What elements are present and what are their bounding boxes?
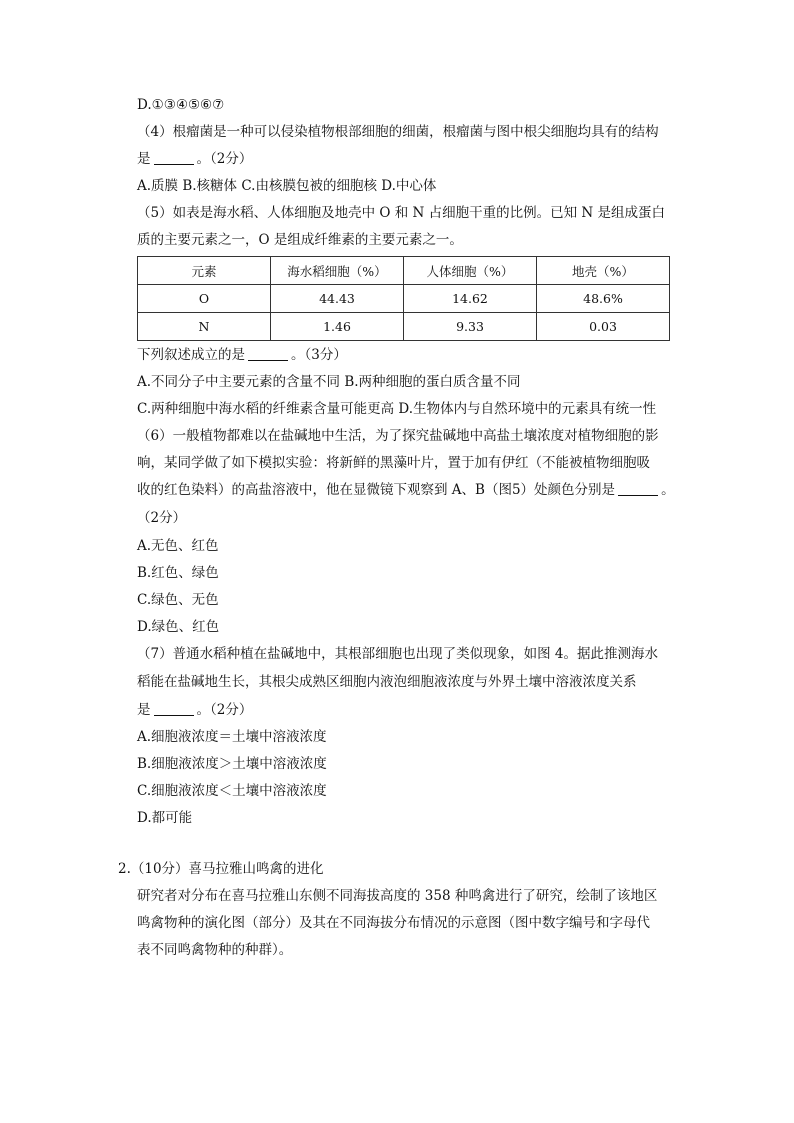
question-4-prefix: 是 bbox=[137, 151, 151, 167]
question-7-option-a: A.细胞液浓度＝土壤中溶液浓度 bbox=[137, 729, 327, 745]
table-cell: 9.33 bbox=[404, 313, 537, 341]
question-7-option-b: B.细胞液浓度＞土壤中溶液浓度 bbox=[137, 756, 327, 772]
question-5-options-ab: A.不同分子中主要元素的含量不同 B.两种细胞的蛋白质含量不同 bbox=[137, 374, 521, 390]
question-4-options: A.质膜 B.核糖体 C.由核膜包被的细胞核 D.中心体 bbox=[137, 178, 437, 194]
question-6-text: 收的红色染料）的高盐溶液中，他在显微镜下观察到 A、B（图5）处颜色分别是 bbox=[137, 482, 616, 498]
question-6-option-a: A.无色、红色 bbox=[137, 538, 219, 554]
question-5-options-cd: C.两种细胞中海水稻的纤维素含量可能更高 D.生物体内与自然环境中的元素具有统一性 bbox=[137, 401, 657, 417]
question-5-prefix: 下列叙述成立的是 bbox=[137, 347, 245, 363]
question-7-line-3 bbox=[137, 701, 252, 719]
question-4-score: 。（2分） bbox=[196, 151, 253, 167]
question-5-line-1: （5）如表是海水稻、人体细胞及地壳中 O 和 N 占细胞干重的比例。已知 N 是组成蛋白 bbox=[137, 205, 666, 221]
table-header-cell: 人体细胞（%） bbox=[404, 257, 537, 285]
question-2-heading: 2.（10分）喜马拉雅山鸣禽的进化 bbox=[118, 861, 324, 877]
table-cell: 44.43 bbox=[271, 285, 404, 313]
table-cell: 14.62 bbox=[404, 285, 537, 313]
question-6-line-3 bbox=[137, 481, 675, 499]
question-6-end: 。 bbox=[661, 482, 675, 498]
question-4-line-1: （4）根瘤菌是一种可以侵染植物根部细胞的细菌，根瘤菌与图中根尖细胞均具有的结构 bbox=[137, 124, 659, 140]
question-7-line-2: 稻能在盐碱地生长，其根尖成熟区细胞内液泡细胞液浓度与外界土壤中溶液浓度关系 bbox=[137, 674, 637, 690]
question-6-option-b: B.红色、绿色 bbox=[137, 565, 219, 581]
table-cell: 48.6% bbox=[537, 285, 670, 313]
answer-blank-7[interactable] bbox=[154, 702, 194, 716]
table-cell: 0.03 bbox=[537, 313, 670, 341]
question-5-prompt bbox=[137, 346, 347, 364]
question-7-option-c: C.细胞液浓度＜土壤中溶液浓度 bbox=[137, 783, 327, 799]
question-4-line-2 bbox=[137, 150, 252, 168]
table-header-cell: 元素 bbox=[138, 257, 271, 285]
question-6-score: （2分） bbox=[137, 510, 187, 526]
answer-blank-4[interactable] bbox=[154, 151, 194, 165]
question-6-line-1: （6）一般植物都难以在盐碱地中生活，为了探究盐碱地中高盐土壤浓度对植物细胞的影 bbox=[137, 428, 659, 444]
question-7-option-d: D.都可能 bbox=[137, 810, 193, 826]
table-header-cell: 地壳（%） bbox=[537, 257, 670, 285]
question-7-line-1: （7）普通水稻种植在盐碱地中，其根部细胞也出现了类似现象，如图 4。据此推测海水 bbox=[137, 646, 658, 662]
question-2-intro-line-3: 表不同鸣禽物种的种群）。 bbox=[137, 942, 293, 958]
table-header-cell: 海水稻细胞（%） bbox=[271, 257, 404, 285]
table-cell: N bbox=[138, 313, 271, 341]
answer-blank-6[interactable] bbox=[618, 482, 658, 496]
question-6-option-c: C.绿色、无色 bbox=[137, 592, 219, 608]
answer-blank-5[interactable] bbox=[248, 347, 288, 361]
question-2-intro-line-2: 鸣禽物种的演化图（部分）及其在不同海拔分布情况的示意图（图中数字编号和字母代 bbox=[137, 915, 650, 931]
question-5-score: 。（3分） bbox=[291, 347, 347, 363]
table-row bbox=[138, 313, 670, 341]
table-header-row bbox=[138, 257, 670, 285]
question-7-prefix: 是 bbox=[137, 702, 151, 718]
option-d-line: D.①③④⑤⑥⑦ bbox=[137, 97, 225, 113]
question-5-line-2: 质的主要元素之一，O 是组成纤维素的主要元素之一。 bbox=[137, 232, 463, 248]
question-6-option-d: D.绿色、红色 bbox=[137, 619, 220, 635]
table-row bbox=[138, 285, 670, 313]
question-2-intro-line-1: 研究者对分布在喜马拉雅山东侧不同海拔高度的 358 种鸣禽进行了研究，绘制了该地区 bbox=[137, 888, 658, 904]
question-7-score: 。（2分） bbox=[196, 702, 253, 718]
question-6-line-2: 响，某同学做了如下模拟实验：将新鲜的黑藻叶片，置于加有伊红（不能被植物细胞吸 bbox=[137, 455, 650, 471]
table-cell: 1.46 bbox=[271, 313, 404, 341]
element-ratio-table bbox=[137, 256, 670, 341]
table-cell: O bbox=[138, 285, 271, 313]
